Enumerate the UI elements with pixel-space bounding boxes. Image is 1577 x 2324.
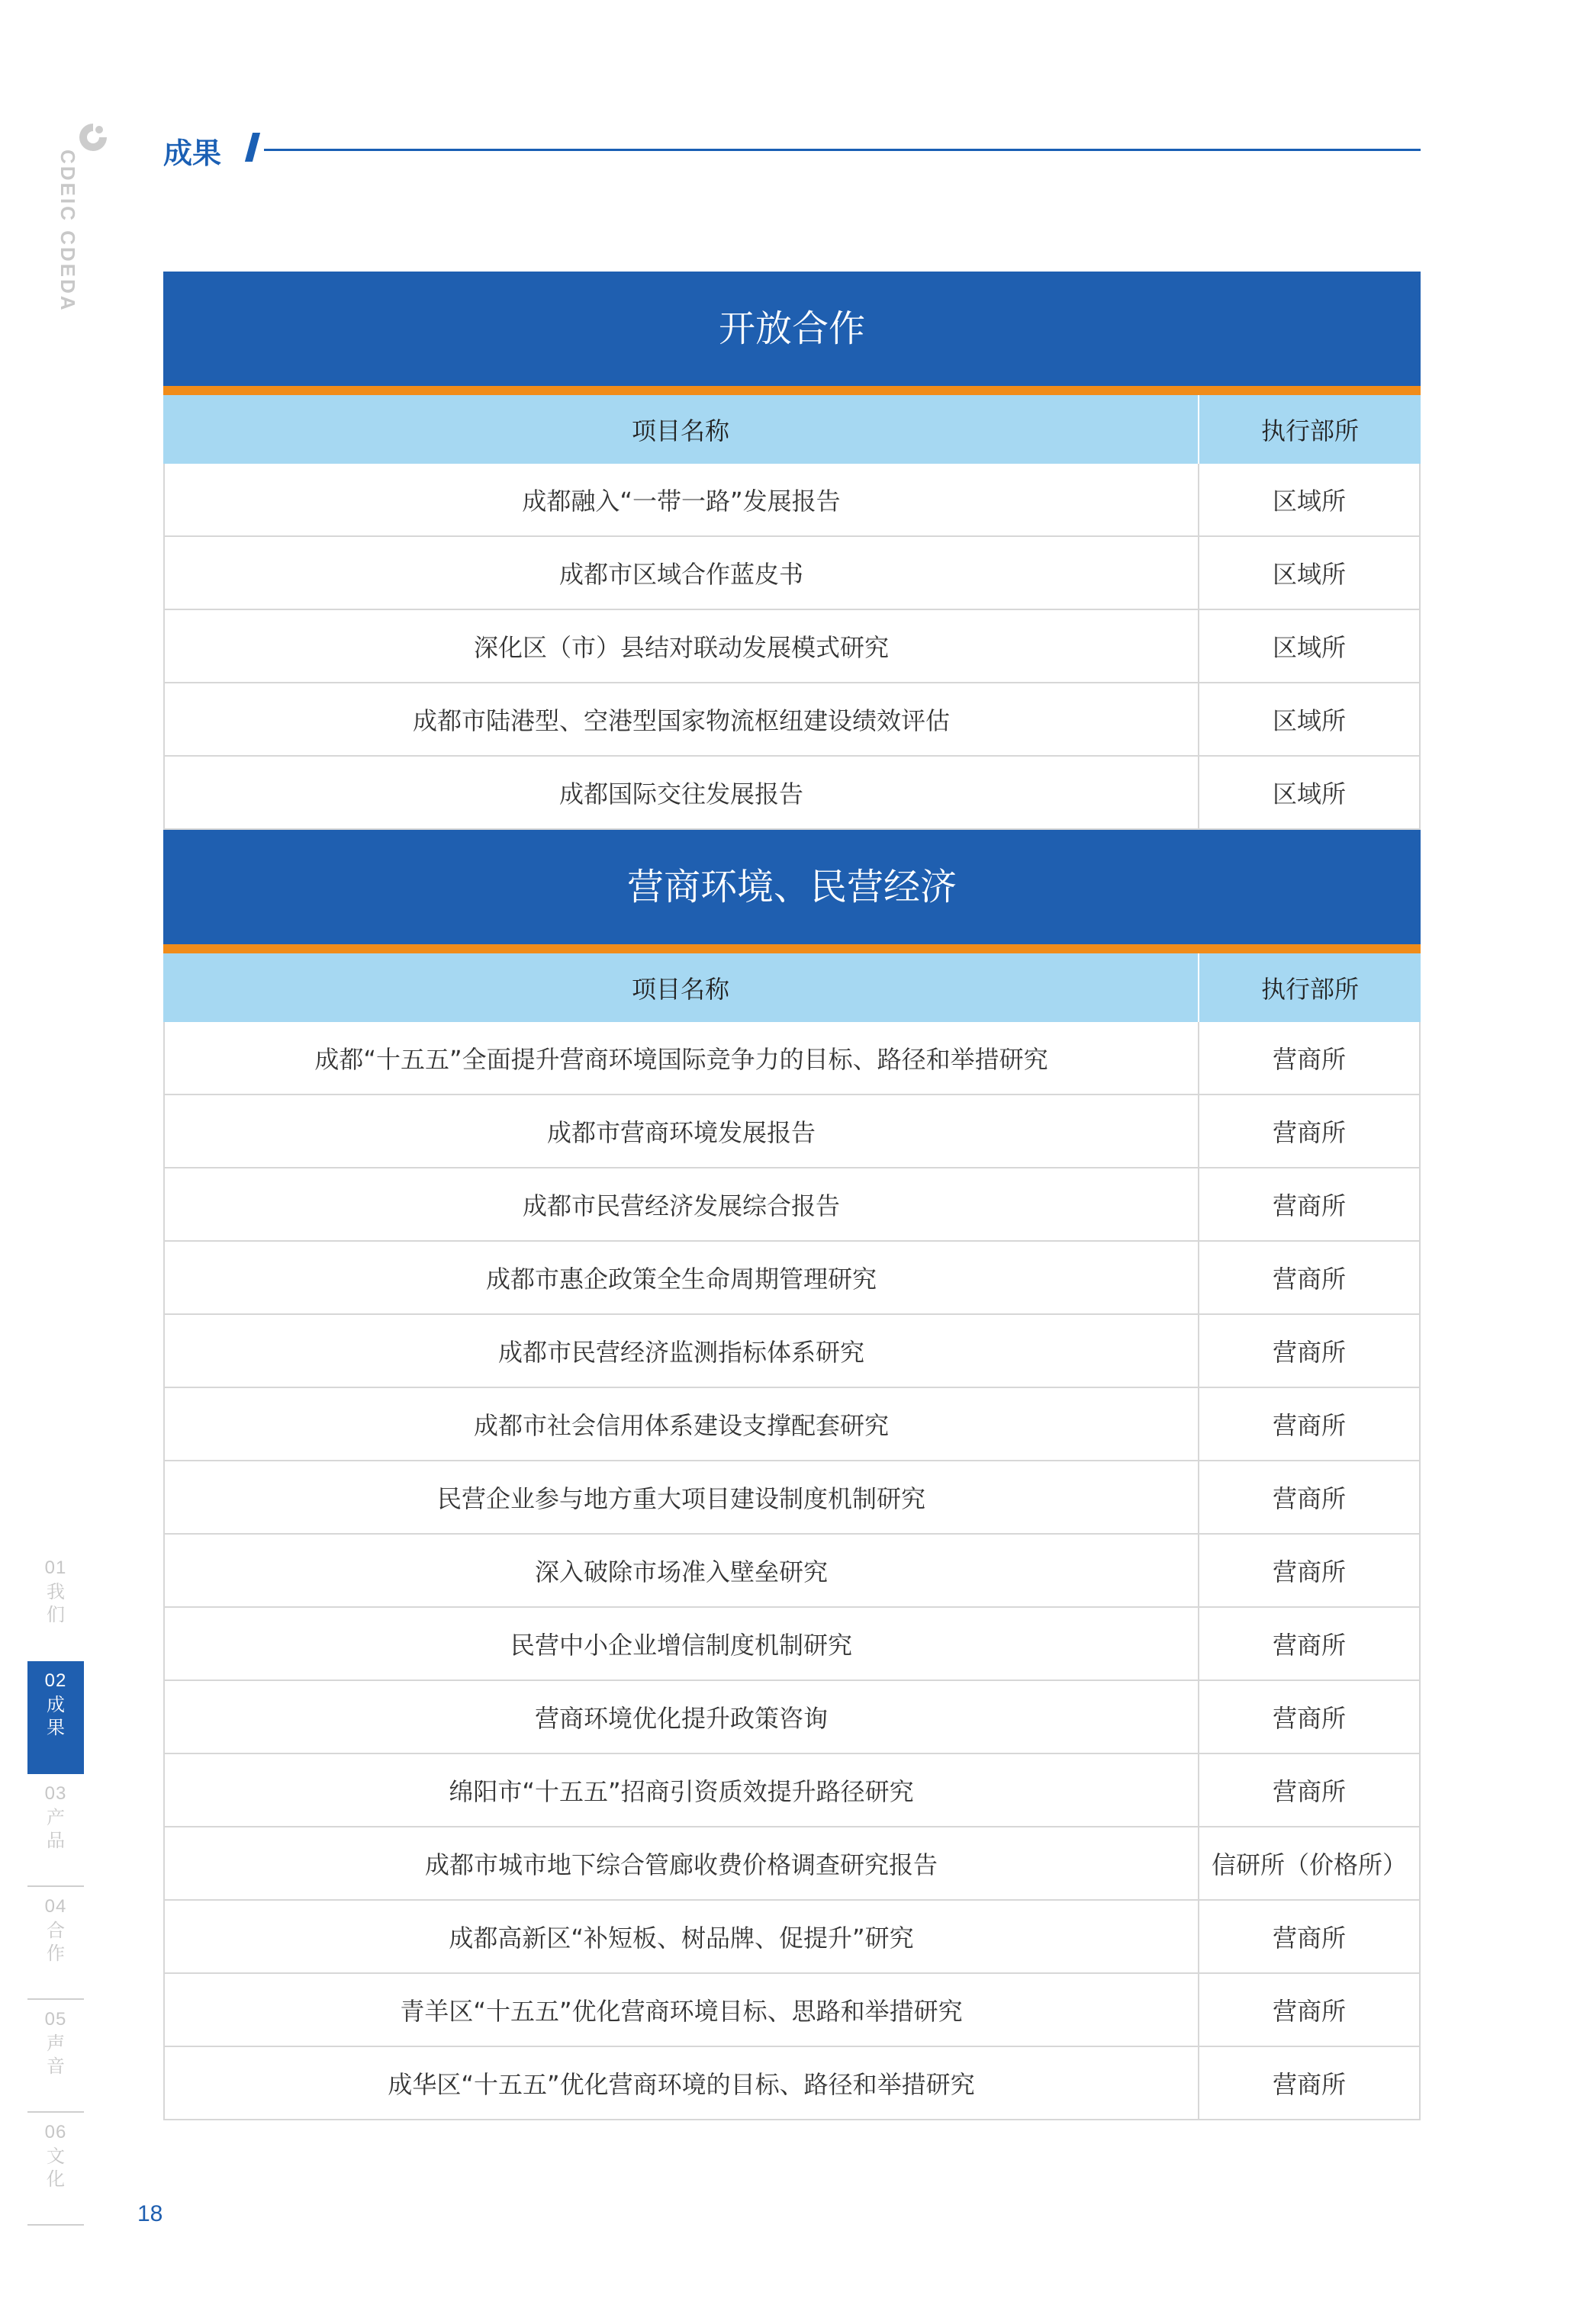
table-row xyxy=(163,1315,1421,1388)
department: 区域所 xyxy=(1199,757,1421,828)
table-row xyxy=(163,1827,1421,1901)
project-name: 成都高新区“补短板、树品牌、促提升”研究 xyxy=(163,1901,1199,1972)
table-row xyxy=(163,610,1421,683)
project-name: 青羊区“十五五”优化营商环境目标、思路和举措研究 xyxy=(163,1974,1199,2046)
nav-item-label xyxy=(27,1580,84,1626)
nav-item-char: 品 xyxy=(47,1830,65,1851)
department: 营商所 xyxy=(1199,1461,1421,1533)
table-row xyxy=(163,1095,1421,1168)
nav-item-char: 声 xyxy=(47,2033,65,2054)
nav-item-number: 01 xyxy=(44,1557,67,1578)
project-name: 绵阳市“十五五”招商引资质效提升路径研究 xyxy=(163,1754,1199,1826)
nav-item-char: 成 xyxy=(47,1694,65,1715)
nav-item-number: 04 xyxy=(44,1896,67,1917)
table-row xyxy=(163,683,1421,757)
project-name: 成都国际交往发展报告 xyxy=(163,757,1199,828)
project-name: 成都市营商环境发展报告 xyxy=(163,1095,1199,1167)
table-row xyxy=(163,1388,1421,1461)
department: 信研所（价格所） xyxy=(1199,1827,1421,1899)
nav-item-number: 05 xyxy=(44,2009,67,2030)
nav-item-02[interactable] xyxy=(27,1661,84,1774)
nav-item-label xyxy=(27,1919,84,1965)
nav-item-char: 音 xyxy=(47,2056,65,2077)
department: 区域所 xyxy=(1199,610,1421,682)
project-name: 深入破除市场准入壁垒研究 xyxy=(163,1535,1199,1606)
department: 营商所 xyxy=(1199,1388,1421,1460)
table-title: 营商环境、民营经济 xyxy=(163,830,1421,953)
brand-logo-icon xyxy=(76,121,110,154)
department: 营商所 xyxy=(1199,1022,1421,1094)
nav-item-01[interactable] xyxy=(27,1548,84,1661)
project-name: 民营中小企业增信制度机制研究 xyxy=(163,1608,1199,1680)
nav-item-06[interactable] xyxy=(27,2113,84,2226)
section-title: 成果 xyxy=(163,137,222,170)
nav-item-char: 合 xyxy=(47,1920,65,1941)
section-title-slash xyxy=(245,133,260,162)
project-name: 成都市陆港型、空港型国家物流枢纽建设绩效评估 xyxy=(163,683,1199,755)
table-title: 开放合作 xyxy=(163,272,1421,395)
department: 营商所 xyxy=(1199,1754,1421,1826)
project-name: 成都市区域合作蓝皮书 xyxy=(163,537,1199,609)
brand-vertical xyxy=(73,114,119,343)
department: 区域所 xyxy=(1199,464,1421,535)
department: 营商所 xyxy=(1199,1242,1421,1313)
department: 营商所 xyxy=(1199,1901,1421,1972)
department: 区域所 xyxy=(1199,537,1421,609)
nav-item-04[interactable] xyxy=(27,1887,84,2000)
table-row xyxy=(163,1901,1421,1974)
table-business-environment xyxy=(163,830,1421,2120)
nav-item-label xyxy=(27,1693,84,1739)
table-row xyxy=(163,1168,1421,1242)
table-header xyxy=(163,395,1421,464)
table-row xyxy=(163,1681,1421,1754)
department: 营商所 xyxy=(1199,2047,1421,2119)
nav-item-03[interactable] xyxy=(27,1774,84,1887)
department: 营商所 xyxy=(1199,1681,1421,1753)
nav-item-05[interactable] xyxy=(27,2000,84,2113)
nav-item-char: 文 xyxy=(47,2146,65,2167)
nav-item-char: 果 xyxy=(47,1717,65,1738)
project-name: 营商环境优化提升政策咨询 xyxy=(163,1681,1199,1753)
brand-text: CDEIC CDEDA xyxy=(56,149,79,313)
department: 营商所 xyxy=(1199,1168,1421,1240)
nav-item-number: 02 xyxy=(44,1670,67,1691)
chapter-nav xyxy=(27,1548,84,2226)
nav-item-char: 我 xyxy=(47,1581,65,1602)
table-row xyxy=(163,1535,1421,1608)
table-row xyxy=(163,757,1421,830)
project-name: 成都市社会信用体系建设支撑配套研究 xyxy=(163,1388,1199,1460)
department: 营商所 xyxy=(1199,1608,1421,1680)
table-row xyxy=(163,2047,1421,2120)
col-header-name: 项目名称 xyxy=(163,953,1199,1022)
table-header xyxy=(163,953,1421,1022)
project-name: 成都“十五五”全面提升营商环境国际竞争力的目标、路径和举措研究 xyxy=(163,1022,1199,1094)
project-name: 成都市民营经济监测指标体系研究 xyxy=(163,1315,1199,1387)
table-open-cooperation xyxy=(163,272,1421,830)
department: 营商所 xyxy=(1199,1974,1421,2046)
nav-item-label xyxy=(27,1806,84,1852)
project-name: 成都市城市地下综合管廊收费价格调查研究报告 xyxy=(163,1827,1199,1899)
project-name: 成都融入“一带一路”发展报告 xyxy=(163,464,1199,535)
department: 区域所 xyxy=(1199,683,1421,755)
section-title-rule xyxy=(264,149,1421,151)
nav-item-number: 06 xyxy=(44,2122,67,2142)
table-row xyxy=(163,464,1421,537)
project-name: 成都市民营经济发展综合报告 xyxy=(163,1168,1199,1240)
table-row xyxy=(163,1608,1421,1681)
department: 营商所 xyxy=(1199,1095,1421,1167)
table-row xyxy=(163,1754,1421,1827)
col-header-dept: 执行部所 xyxy=(1260,975,1359,1004)
department: 营商所 xyxy=(1199,1535,1421,1606)
nav-item-char: 产 xyxy=(47,1807,65,1828)
col-header-name: 项目名称 xyxy=(163,395,1199,464)
nav-item-label xyxy=(27,2032,84,2078)
nav-item-char: 化 xyxy=(47,2168,65,2190)
project-name: 成都市惠企政策全生命周期管理研究 xyxy=(163,1242,1199,1313)
project-name: 深化区（市）县结对联动发展模式研究 xyxy=(163,610,1199,682)
table-row xyxy=(163,1242,1421,1315)
nav-item-char: 作 xyxy=(47,1943,65,1964)
page-number: 18 xyxy=(137,2201,163,2226)
col-header-dept: 执行部所 xyxy=(1260,416,1359,445)
nav-item-label xyxy=(27,2145,84,2191)
nav-item-number: 03 xyxy=(44,1783,67,1804)
department: 营商所 xyxy=(1199,1315,1421,1387)
table-row xyxy=(163,1022,1421,1095)
project-name: 成华区“十五五”优化营商环境的目标、路径和举措研究 xyxy=(163,2047,1199,2119)
nav-item-char: 们 xyxy=(47,1604,65,1625)
table-row xyxy=(163,1461,1421,1535)
table-row xyxy=(163,537,1421,610)
project-name: 民营企业参与地方重大项目建设制度机制研究 xyxy=(163,1461,1199,1533)
table-row xyxy=(163,1974,1421,2047)
